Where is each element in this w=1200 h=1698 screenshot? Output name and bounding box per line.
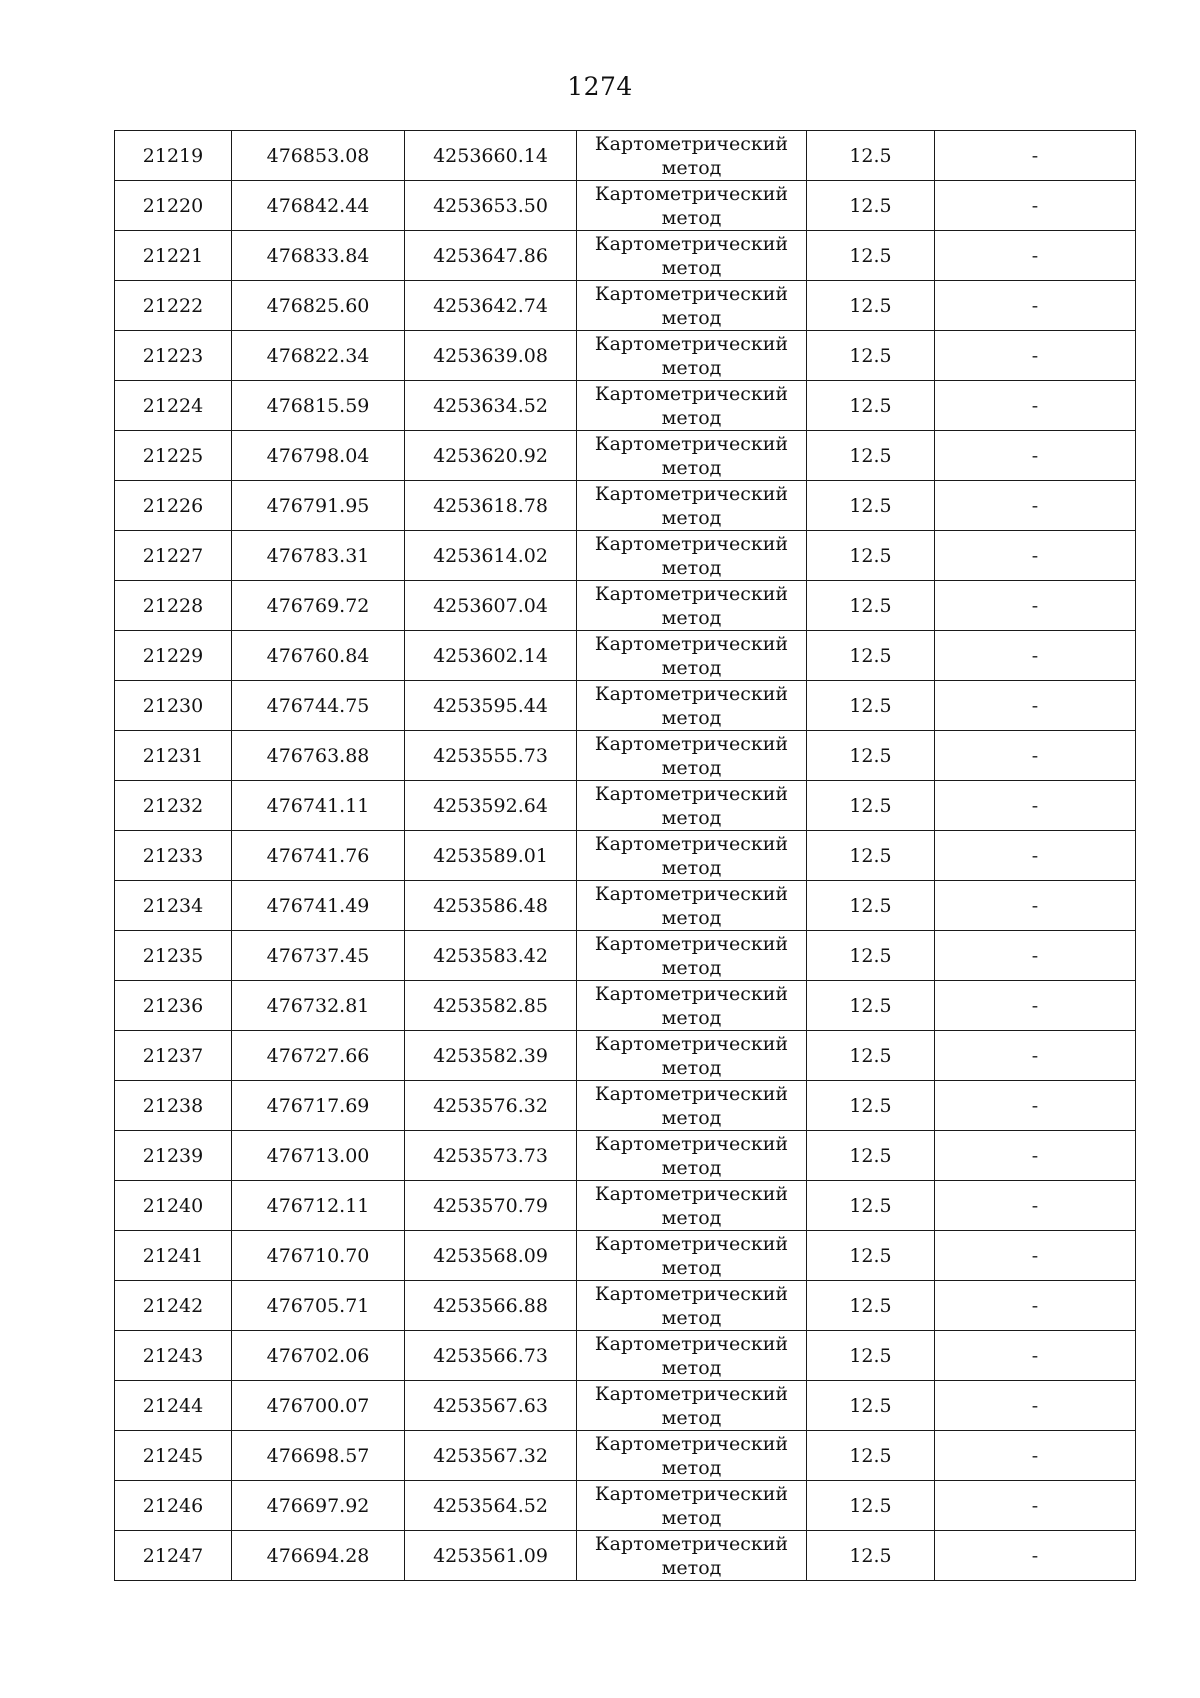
x-coordinate-cell: 476744.75 xyxy=(232,681,405,731)
method-cell xyxy=(577,1231,807,1281)
method-line-1: Картометрический xyxy=(594,682,789,705)
method-cell xyxy=(577,631,807,681)
method-line-1: Картометрический xyxy=(594,432,789,455)
method-cell xyxy=(577,531,807,581)
x-coordinate-cell: 476853.08 xyxy=(232,131,405,181)
point-number-cell: 21221 xyxy=(115,231,232,281)
method-line-1: Картометрический xyxy=(594,1432,789,1455)
note-cell: - xyxy=(935,1331,1136,1381)
y-coordinate-cell: 4253589.01 xyxy=(405,831,577,881)
note-cell: - xyxy=(935,481,1136,531)
note-cell: - xyxy=(935,1281,1136,1331)
method-line-2: метод xyxy=(661,1106,722,1129)
point-number-cell: 21231 xyxy=(115,731,232,781)
method-line-2: метод xyxy=(661,1456,722,1479)
method-line-2: метод xyxy=(661,406,722,429)
y-coordinate-cell: 4253634.52 xyxy=(405,381,577,431)
x-coordinate-cell: 476760.84 xyxy=(232,631,405,681)
y-coordinate-cell: 4253660.14 xyxy=(405,131,577,181)
method-cell xyxy=(577,581,807,631)
x-coordinate-cell: 476710.70 xyxy=(232,1231,405,1281)
method-line-2: метод xyxy=(661,156,722,179)
y-coordinate-cell: 4253582.39 xyxy=(405,1031,577,1081)
method-line-2: метод xyxy=(661,1506,722,1529)
x-coordinate-cell: 476763.88 xyxy=(232,731,405,781)
table-row xyxy=(115,231,1136,281)
point-number-cell: 21238 xyxy=(115,1081,232,1131)
table-row xyxy=(115,1031,1136,1081)
point-number-cell: 21220 xyxy=(115,181,232,231)
y-coordinate-cell: 4253566.73 xyxy=(405,1331,577,1381)
note-cell: - xyxy=(935,431,1136,481)
x-coordinate-cell: 476717.69 xyxy=(232,1081,405,1131)
x-coordinate-cell: 476791.95 xyxy=(232,481,405,531)
method-line-2: метод xyxy=(661,506,722,529)
x-coordinate-cell: 476732.81 xyxy=(232,981,405,1031)
accuracy-cell: 12.5 xyxy=(807,181,935,231)
table-row xyxy=(115,831,1136,881)
table-row xyxy=(115,931,1136,981)
point-number-cell: 21225 xyxy=(115,431,232,481)
point-number-cell: 21222 xyxy=(115,281,232,331)
method-cell xyxy=(577,731,807,781)
note-cell: - xyxy=(935,581,1136,631)
method-line-1: Картометрический xyxy=(594,932,789,955)
x-coordinate-cell: 476769.72 xyxy=(232,581,405,631)
accuracy-cell: 12.5 xyxy=(807,631,935,681)
note-cell: - xyxy=(935,331,1136,381)
method-cell xyxy=(577,231,807,281)
method-line-2: метод xyxy=(661,1306,722,1329)
accuracy-cell: 12.5 xyxy=(807,431,935,481)
note-cell: - xyxy=(935,1231,1136,1281)
table-row xyxy=(115,131,1136,181)
method-line-1: Картометрический xyxy=(594,1282,789,1305)
accuracy-cell: 12.5 xyxy=(807,831,935,881)
x-coordinate-cell: 476833.84 xyxy=(232,231,405,281)
point-number-cell: 21242 xyxy=(115,1281,232,1331)
method-cell xyxy=(577,1431,807,1481)
accuracy-cell: 12.5 xyxy=(807,531,935,581)
accuracy-cell: 12.5 xyxy=(807,1081,935,1131)
method-line-1: Картометрический xyxy=(594,1032,789,1055)
accuracy-cell: 12.5 xyxy=(807,931,935,981)
y-coordinate-cell: 4253614.02 xyxy=(405,531,577,581)
point-number-cell: 21227 xyxy=(115,531,232,581)
y-coordinate-cell: 4253595.44 xyxy=(405,681,577,731)
point-number-cell: 21236 xyxy=(115,981,232,1031)
point-number-cell: 21246 xyxy=(115,1481,232,1531)
method-line-1: Картометрический xyxy=(594,1332,789,1355)
coordinates-table-body xyxy=(115,131,1136,1581)
method-line-2: метод xyxy=(661,1006,722,1029)
method-line-1: Картометрический xyxy=(594,1182,789,1205)
note-cell: - xyxy=(935,531,1136,581)
point-number-cell: 21243 xyxy=(115,1331,232,1381)
y-coordinate-cell: 4253647.86 xyxy=(405,231,577,281)
method-line-1: Картометрический xyxy=(594,882,789,905)
accuracy-cell: 12.5 xyxy=(807,881,935,931)
table-row xyxy=(115,681,1136,731)
method-cell xyxy=(577,881,807,931)
table-row xyxy=(115,1281,1136,1331)
point-number-cell: 21228 xyxy=(115,581,232,631)
accuracy-cell: 12.5 xyxy=(807,581,935,631)
page-number: 1274 xyxy=(567,72,633,101)
method-line-2: метод xyxy=(661,856,722,879)
table-row xyxy=(115,781,1136,831)
table-row xyxy=(115,531,1136,581)
accuracy-cell: 12.5 xyxy=(807,131,935,181)
x-coordinate-cell: 476702.06 xyxy=(232,1331,405,1381)
point-number-cell: 21235 xyxy=(115,931,232,981)
point-number-cell: 21234 xyxy=(115,881,232,931)
y-coordinate-cell: 4253567.63 xyxy=(405,1381,577,1431)
method-line-1: Картометрический xyxy=(594,1132,789,1155)
point-number-cell: 21232 xyxy=(115,781,232,831)
note-cell: - xyxy=(935,1181,1136,1231)
point-number-cell: 21219 xyxy=(115,131,232,181)
point-number-cell: 21226 xyxy=(115,481,232,531)
accuracy-cell: 12.5 xyxy=(807,1231,935,1281)
method-cell xyxy=(577,381,807,431)
method-cell xyxy=(577,1081,807,1131)
method-cell xyxy=(577,1481,807,1531)
table-row xyxy=(115,1231,1136,1281)
accuracy-cell: 12.5 xyxy=(807,1181,935,1231)
method-cell xyxy=(577,481,807,531)
point-number-cell: 21241 xyxy=(115,1231,232,1281)
y-coordinate-cell: 4253582.85 xyxy=(405,981,577,1031)
point-number-cell: 21247 xyxy=(115,1531,232,1581)
method-line-2: метод xyxy=(661,1256,722,1279)
table-row xyxy=(115,1181,1136,1231)
y-coordinate-cell: 4253583.42 xyxy=(405,931,577,981)
point-number-cell: 21244 xyxy=(115,1381,232,1431)
table-row xyxy=(115,1531,1136,1581)
note-cell: - xyxy=(935,681,1136,731)
table-row xyxy=(115,1381,1136,1431)
method-line-2: метод xyxy=(661,206,722,229)
method-line-2: метод xyxy=(661,1556,722,1579)
method-cell xyxy=(577,1131,807,1181)
method-line-2: метод xyxy=(661,1206,722,1229)
x-coordinate-cell: 476737.45 xyxy=(232,931,405,981)
method-line-2: метод xyxy=(661,356,722,379)
x-coordinate-cell: 476741.49 xyxy=(232,881,405,931)
method-line-1: Картометрический xyxy=(594,482,789,505)
method-line-1: Картометрический xyxy=(594,182,789,205)
method-cell xyxy=(577,131,807,181)
accuracy-cell: 12.5 xyxy=(807,781,935,831)
accuracy-cell: 12.5 xyxy=(807,1381,935,1431)
method-cell xyxy=(577,831,807,881)
x-coordinate-cell: 476694.28 xyxy=(232,1531,405,1581)
accuracy-cell: 12.5 xyxy=(807,681,935,731)
table-row xyxy=(115,1131,1136,1181)
y-coordinate-cell: 4253607.04 xyxy=(405,581,577,631)
note-cell: - xyxy=(935,731,1136,781)
note-cell: - xyxy=(935,931,1136,981)
method-line-2: метод xyxy=(661,556,722,579)
method-line-1: Картометрический xyxy=(594,982,789,1005)
method-line-1: Картометрический xyxy=(594,1482,789,1505)
method-cell xyxy=(577,1031,807,1081)
method-line-2: метод xyxy=(661,1156,722,1179)
point-number-cell: 21233 xyxy=(115,831,232,881)
x-coordinate-cell: 476798.04 xyxy=(232,431,405,481)
table-row xyxy=(115,1331,1136,1381)
method-line-1: Картометрический xyxy=(594,1382,789,1405)
method-line-2: метод xyxy=(661,606,722,629)
table-row xyxy=(115,731,1136,781)
point-number-cell: 21245 xyxy=(115,1431,232,1481)
x-coordinate-cell: 476700.07 xyxy=(232,1381,405,1431)
point-number-cell: 21239 xyxy=(115,1131,232,1181)
coordinates-table xyxy=(114,130,1136,1581)
x-coordinate-cell: 476741.76 xyxy=(232,831,405,881)
method-line-1: Картометрический xyxy=(594,332,789,355)
accuracy-cell: 12.5 xyxy=(807,981,935,1031)
method-line-2: метод xyxy=(661,1056,722,1079)
note-cell: - xyxy=(935,1381,1136,1431)
accuracy-cell: 12.5 xyxy=(807,731,935,781)
method-line-1: Картометрический xyxy=(594,782,789,805)
x-coordinate-cell: 476698.57 xyxy=(232,1431,405,1481)
table-row xyxy=(115,981,1136,1031)
table-row xyxy=(115,881,1136,931)
y-coordinate-cell: 4253561.09 xyxy=(405,1531,577,1581)
y-coordinate-cell: 4253573.73 xyxy=(405,1131,577,1181)
method-cell xyxy=(577,781,807,831)
table-row xyxy=(115,1431,1136,1481)
method-line-2: метод xyxy=(661,806,722,829)
point-number-cell: 21223 xyxy=(115,331,232,381)
method-line-1: Картометрический xyxy=(594,282,789,305)
x-coordinate-cell: 476713.00 xyxy=(232,1131,405,1181)
method-line-1: Картометрический xyxy=(594,132,789,155)
table-row xyxy=(115,181,1136,231)
x-coordinate-cell: 476705.71 xyxy=(232,1281,405,1331)
x-coordinate-cell: 476825.60 xyxy=(232,281,405,331)
table-row xyxy=(115,431,1136,481)
note-cell: - xyxy=(935,281,1136,331)
note-cell: - xyxy=(935,231,1136,281)
accuracy-cell: 12.5 xyxy=(807,1531,935,1581)
y-coordinate-cell: 4253639.08 xyxy=(405,331,577,381)
note-cell: - xyxy=(935,181,1136,231)
method-line-2: метод xyxy=(661,956,722,979)
y-coordinate-cell: 4253567.32 xyxy=(405,1431,577,1481)
accuracy-cell: 12.5 xyxy=(807,1331,935,1381)
y-coordinate-cell: 4253570.79 xyxy=(405,1181,577,1231)
method-cell xyxy=(577,1281,807,1331)
x-coordinate-cell: 476822.34 xyxy=(232,331,405,381)
method-line-2: метод xyxy=(661,456,722,479)
accuracy-cell: 12.5 xyxy=(807,1481,935,1531)
method-line-1: Картометрический xyxy=(594,832,789,855)
method-line-1: Картометрический xyxy=(594,382,789,405)
x-coordinate-cell: 476842.44 xyxy=(232,181,405,231)
table-row xyxy=(115,481,1136,531)
method-cell xyxy=(577,331,807,381)
x-coordinate-cell: 476815.59 xyxy=(232,381,405,431)
method-line-2: метод xyxy=(661,656,722,679)
accuracy-cell: 12.5 xyxy=(807,481,935,531)
method-line-2: метод xyxy=(661,1406,722,1429)
note-cell: - xyxy=(935,831,1136,881)
y-coordinate-cell: 4253620.92 xyxy=(405,431,577,481)
note-cell: - xyxy=(935,1131,1136,1181)
method-cell xyxy=(577,681,807,731)
table-row xyxy=(115,331,1136,381)
method-cell xyxy=(577,281,807,331)
x-coordinate-cell: 476712.11 xyxy=(232,1181,405,1231)
point-number-cell: 21229 xyxy=(115,631,232,681)
note-cell: - xyxy=(935,881,1136,931)
note-cell: - xyxy=(935,1431,1136,1481)
method-cell xyxy=(577,981,807,1031)
note-cell: - xyxy=(935,381,1136,431)
y-coordinate-cell: 4253566.88 xyxy=(405,1281,577,1331)
table-row xyxy=(115,1481,1136,1531)
method-line-1: Картометрический xyxy=(594,532,789,555)
method-line-1: Картометрический xyxy=(594,1532,789,1555)
table-row xyxy=(115,1081,1136,1131)
method-line-2: метод xyxy=(661,706,722,729)
x-coordinate-cell: 476783.31 xyxy=(232,531,405,581)
point-number-cell: 21237 xyxy=(115,1031,232,1081)
note-cell: - xyxy=(935,1531,1136,1581)
accuracy-cell: 12.5 xyxy=(807,1031,935,1081)
method-line-2: метод xyxy=(661,256,722,279)
method-line-1: Картометрический xyxy=(594,732,789,755)
table-row xyxy=(115,281,1136,331)
method-cell xyxy=(577,1331,807,1381)
accuracy-cell: 12.5 xyxy=(807,281,935,331)
method-line-2: метод xyxy=(661,906,722,929)
point-number-cell: 21230 xyxy=(115,681,232,731)
method-line-1: Картометрический xyxy=(594,582,789,605)
accuracy-cell: 12.5 xyxy=(807,331,935,381)
y-coordinate-cell: 4253586.48 xyxy=(405,881,577,931)
accuracy-cell: 12.5 xyxy=(807,1131,935,1181)
table-row xyxy=(115,631,1136,681)
y-coordinate-cell: 4253618.78 xyxy=(405,481,577,531)
method-cell xyxy=(577,1381,807,1431)
point-number-cell: 21240 xyxy=(115,1181,232,1231)
y-coordinate-cell: 4253568.09 xyxy=(405,1231,577,1281)
y-coordinate-cell: 4253653.50 xyxy=(405,181,577,231)
note-cell: - xyxy=(935,981,1136,1031)
method-cell xyxy=(577,181,807,231)
y-coordinate-cell: 4253555.73 xyxy=(405,731,577,781)
method-cell xyxy=(577,931,807,981)
note-cell: - xyxy=(935,631,1136,681)
y-coordinate-cell: 4253642.74 xyxy=(405,281,577,331)
method-line-2: метод xyxy=(661,306,722,329)
x-coordinate-cell: 476727.66 xyxy=(232,1031,405,1081)
accuracy-cell: 12.5 xyxy=(807,1281,935,1331)
x-coordinate-cell: 476741.11 xyxy=(232,781,405,831)
method-cell xyxy=(577,1181,807,1231)
y-coordinate-cell: 4253592.64 xyxy=(405,781,577,831)
note-cell: - xyxy=(935,1481,1136,1531)
method-line-1: Картометрический xyxy=(594,632,789,655)
accuracy-cell: 12.5 xyxy=(807,1431,935,1481)
method-line-2: метод xyxy=(661,756,722,779)
note-cell: - xyxy=(935,1031,1136,1081)
accuracy-cell: 12.5 xyxy=(807,381,935,431)
method-line-1: Картометрический xyxy=(594,1082,789,1105)
y-coordinate-cell: 4253564.52 xyxy=(405,1481,577,1531)
y-coordinate-cell: 4253576.32 xyxy=(405,1081,577,1131)
note-cell: - xyxy=(935,781,1136,831)
method-line-2: метод xyxy=(661,1356,722,1379)
method-line-1: Картометрический xyxy=(594,1232,789,1255)
method-cell xyxy=(577,431,807,481)
table-row xyxy=(115,381,1136,431)
method-cell xyxy=(577,1531,807,1581)
table-row xyxy=(115,581,1136,631)
note-cell: - xyxy=(935,131,1136,181)
note-cell: - xyxy=(935,1081,1136,1131)
x-coordinate-cell: 476697.92 xyxy=(232,1481,405,1531)
point-number-cell: 21224 xyxy=(115,381,232,431)
y-coordinate-cell: 4253602.14 xyxy=(405,631,577,681)
accuracy-cell: 12.5 xyxy=(807,231,935,281)
method-line-1: Картометрический xyxy=(594,232,789,255)
